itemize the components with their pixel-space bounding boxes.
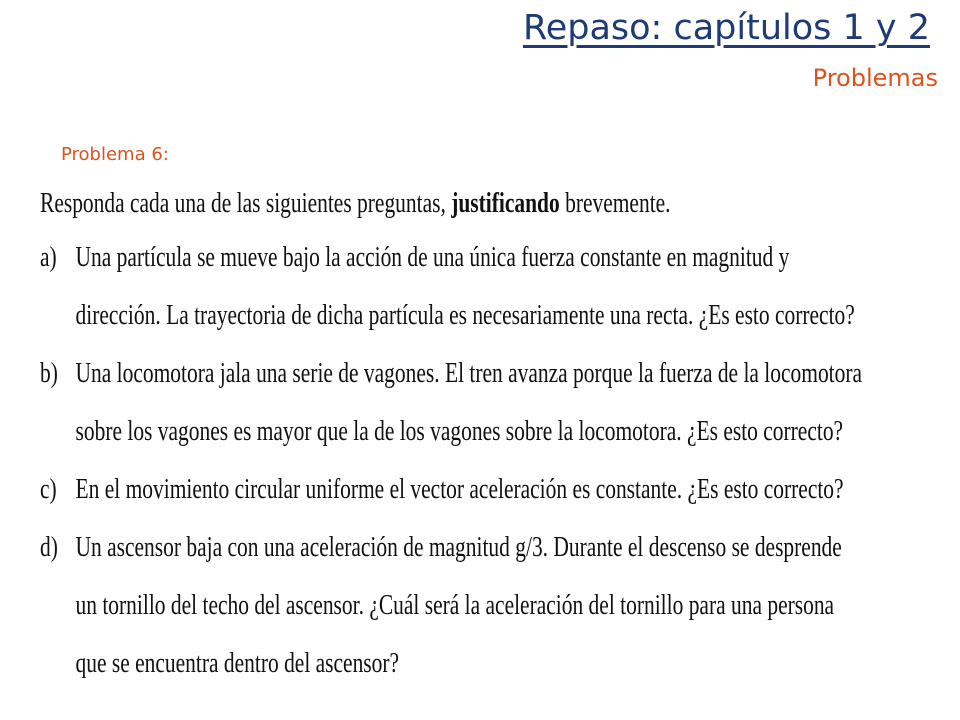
problem-label: Problema 6: xyxy=(61,144,169,165)
question-b-line-1 xyxy=(40,344,863,402)
slide-subtitle: Problemas xyxy=(812,64,938,92)
question-a-letter: a) xyxy=(40,241,57,273)
problem-statement xyxy=(40,178,863,692)
question-d-line-3: que se encuentra dentro del ascensor? xyxy=(75,647,400,679)
question-b-text: Una locomotora jala una serie de vagones. El tren avanza porque la fuerza de la locomotora xyxy=(75,357,863,389)
intro-text: Responda cada una de las siguientes preguntas, xyxy=(40,187,452,219)
problem-intro xyxy=(40,178,691,228)
question-c-line-1 xyxy=(40,460,844,518)
question-c-text: En el movimiento circular uniforme el vector aceleración es constante. ¿Es esto correcto? xyxy=(75,473,844,505)
question-d-text: Un ascensor baja con una aceleración de magnitud g/3. Durante el descenso se desprende xyxy=(75,531,842,563)
intro-bold-text: justificando xyxy=(451,187,560,219)
question-a-line-2: dirección. La trayectoria de dicha partícula es necesariamente una recta. ¿Es esto correcto? xyxy=(75,299,855,331)
question-b-letter: b) xyxy=(40,357,58,389)
question-d-letter: d) xyxy=(40,531,58,563)
question-d-line-1 xyxy=(40,518,842,576)
question-a-line-1 xyxy=(40,228,790,286)
question-d-line-2: un tornillo del techo del ascensor. ¿Cuál será la aceleración del tornillo para una persona xyxy=(75,589,835,621)
question-c-letter: c) xyxy=(40,473,57,505)
question-b-line-2: sobre los vagones es mayor que la de los vagones sobre la locomotora. ¿Es esto correcto? xyxy=(75,415,844,447)
slide-title: Repaso: capítulos 1 y 2 xyxy=(522,8,930,48)
intro-text-end: brevemente. xyxy=(559,187,671,219)
question-a-text: Una partícula se mueve bajo la acción de una única fuerza constante en magnitud y xyxy=(75,241,790,273)
